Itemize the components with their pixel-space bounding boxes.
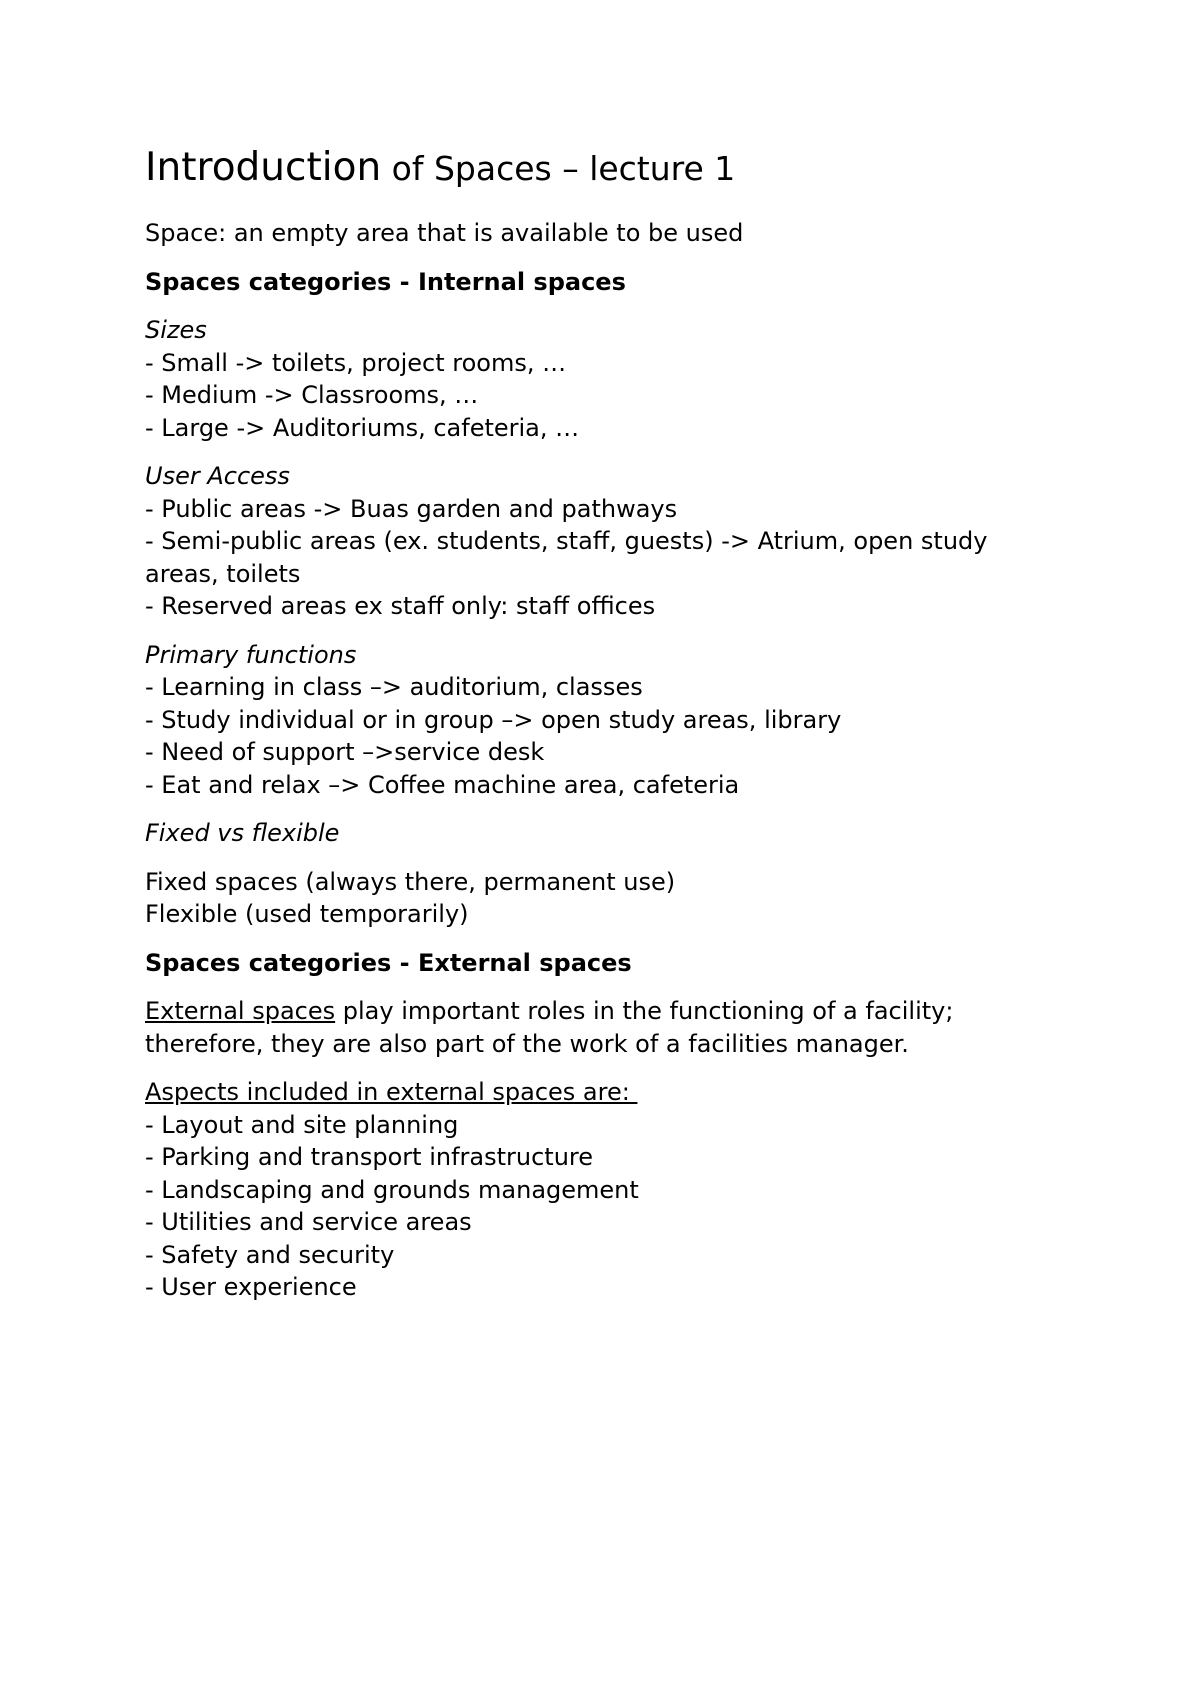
list-item: - Reserved areas ex staff only: staff offices xyxy=(145,592,656,620)
list-item: - Layout and site planning xyxy=(145,1110,459,1139)
list-item: - Public areas -> Buas garden and pathways xyxy=(145,494,678,523)
title-rest: of Spaces – lecture 1 xyxy=(381,149,736,188)
list-item: - Medium -> Classrooms, … xyxy=(145,381,479,409)
external-aspects-section xyxy=(145,1076,1065,1304)
sizes-section xyxy=(145,314,1065,444)
fixed-flexible-section xyxy=(145,817,1065,850)
fixed-flexible-label: Fixed vs flexible xyxy=(145,819,340,847)
internal-spaces-heading: Spaces categories - Internal spaces xyxy=(145,267,626,296)
sizes-label: Sizes xyxy=(145,316,207,344)
list-item: - Large -> Auditoriums, cafeteria, … xyxy=(145,413,580,442)
aspects-label: Aspects included in external spaces are: xyxy=(145,1078,638,1106)
external-intro-rest: play important roles in the functioning of a facility; therefore, they are also part of the work of a facilities manager. xyxy=(145,997,954,1058)
external-spaces-heading: Spaces categories - External spaces xyxy=(145,948,632,977)
list-item: - Parking and transport infrastructure xyxy=(145,1143,594,1171)
list-item: - User experience xyxy=(145,1273,357,1301)
document-page xyxy=(145,140,1065,1320)
user-access-label: User Access xyxy=(145,462,290,490)
external-intro-underlined: External spaces xyxy=(145,997,336,1025)
external-intro xyxy=(145,995,1065,1060)
list-item: - Small -> toilets, project rooms, … xyxy=(145,348,567,377)
primary-functions-label: Primary functions xyxy=(145,640,357,669)
page-title xyxy=(145,140,1065,197)
list-item: - Need of support –>service desk xyxy=(145,738,545,766)
list-item: - Semi-public areas (ex. students, staff, guests) -> Atrium, open study areas, toilets xyxy=(145,527,988,588)
list-item: - Learning in class –> auditorium, classes xyxy=(145,673,643,701)
space-definition: Space: an empty area that is available to be used xyxy=(145,219,744,247)
list-item: - Landscaping and grounds management xyxy=(145,1175,639,1204)
list-item: - Study individual or in group –> open study areas, library xyxy=(145,705,842,734)
fixed-flexible-details xyxy=(145,866,1065,931)
list-item: - Utilities and service areas xyxy=(145,1208,472,1236)
list-item: - Safety and security xyxy=(145,1240,395,1269)
title-main: Introduction xyxy=(145,145,382,190)
list-item: - Eat and relax –> Coffee machine area, cafeteria xyxy=(145,770,740,799)
list-item: Fixed spaces (always there, permanent use) xyxy=(145,867,676,896)
user-access-section xyxy=(145,460,1065,623)
list-item: Flexible (used temporarily) xyxy=(145,900,469,928)
primary-functions-section xyxy=(145,639,1065,802)
